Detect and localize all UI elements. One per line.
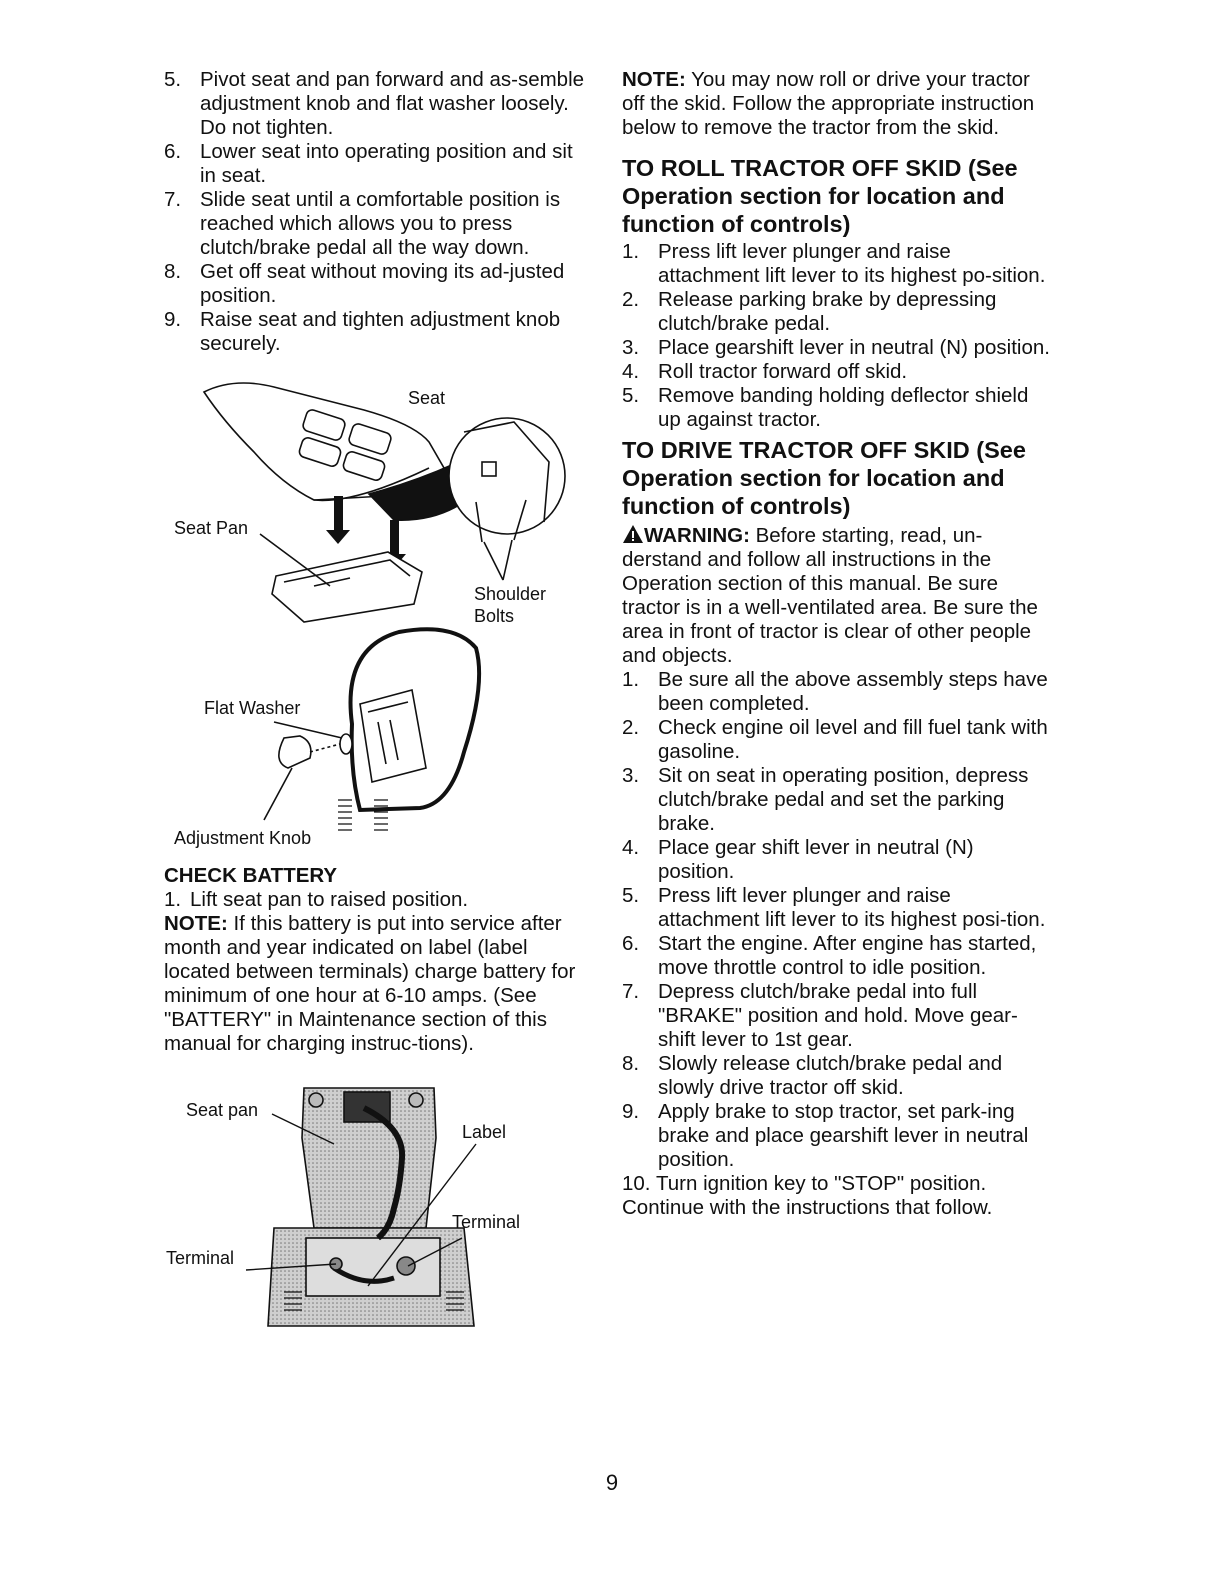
list-item: 1. Be sure all the above assembly steps have been completed.	[622, 668, 1048, 715]
shoulder-bolts-label-line2: Bolts	[474, 606, 515, 626]
list-item: 1. Press lift lever plunger and raise attachment lift lever to its highest po-sition.	[622, 240, 1046, 287]
skid-note: NOTE: You may now roll or drive your tractor off the skid. Follow the appropriate instruction below to remove the tractor from the skid.	[622, 68, 1035, 139]
left-column	[164, 68, 592, 1328]
list-item: 5. Pivot seat and pan forward and as-semble adjustment knob and flat washer loosely. Do not tighten.	[164, 68, 585, 139]
seat-pan-label: Seat Pan	[174, 518, 249, 538]
warning-paragraph: WARNING: Before starting, read, un-derstand and follow all instructions in the Operation section of this manual. Be sure tractor is in a well-ventilated area. Be sure the area in front of tractor is clear of other people and objects.	[622, 524, 1038, 667]
list-item: 3. Place gearshift lever in neutral (N) position.	[622, 336, 1050, 359]
terminal-left-label: Terminal	[166, 1248, 235, 1268]
flat-washer-label: Flat Washer	[204, 698, 301, 718]
list-item: 8. Slowly release clutch/brake pedal and slowly drive tractor off skid.	[622, 1052, 1003, 1099]
check-battery-heading: CHECK BATTERY	[164, 864, 338, 887]
seat-assembly-figure	[164, 372, 592, 858]
list-item: 6. Lower seat into operating position and sit in seat.	[164, 140, 573, 187]
roll-tractor-steps	[622, 240, 1054, 432]
drive-tractor-steps	[622, 668, 1054, 1196]
page-number: 9	[605, 1470, 619, 1495]
adjustment-knob-label: Adjustment Knob	[174, 828, 312, 848]
roll-tractor-heading: TO ROLL TRACTOR OFF SKID (See Operation section for location and function of controls)	[622, 155, 1018, 237]
seat-assembly-illustration	[164, 372, 592, 858]
terminal-right-label: Terminal	[452, 1212, 521, 1232]
battery-figure	[164, 1078, 592, 1328]
list-item: 10. Turn ignition key to "STOP" position.	[622, 1172, 987, 1195]
list-item: 7. Slide seat until a comfortable position is reached which allows you to press clutch/brake pedal all the way down.	[164, 188, 561, 259]
drive-tractor-heading: TO DRIVE TRACTOR OFF SKID (See Operation section for location and function of controls)	[622, 437, 1026, 519]
shoulder-bolts-label-line1: Shoulder	[474, 584, 547, 604]
list-item: 1. Lift seat pan to raised position.	[164, 888, 469, 911]
seat-pan-label: Seat pan	[186, 1100, 259, 1120]
list-item: 4. Roll tractor forward off skid.	[622, 360, 908, 383]
closing-text: Continue with the instructions that follow.	[622, 1196, 993, 1219]
seat-label: Seat	[408, 388, 446, 408]
list-item: 8. Get off seat without moving its ad-justed position.	[164, 260, 565, 307]
check-battery-steps	[164, 888, 592, 912]
label-callout: Label	[462, 1122, 507, 1142]
list-item: 4. Place gear shift lever in neutral (N) position.	[622, 836, 974, 883]
list-item: 2. Release parking brake by depressing clutch/brake pedal.	[622, 288, 997, 335]
list-item: 6. Start the engine. After engine has started, move throttle control to idle position.	[622, 932, 1037, 979]
list-item: 9. Raise seat and tighten adjustment knob securely.	[164, 308, 561, 355]
list-item: 2. Check engine oil level and fill fuel tank with gasoline.	[622, 716, 1048, 763]
warning-triangle-icon	[622, 524, 644, 544]
list-item: 9. Apply brake to stop tractor, set park-ing brake and place gearshift lever in neutral position.	[622, 1100, 1029, 1171]
list-item: 5. Press lift lever plunger and raise attachment lift lever to its highest posi-tion.	[622, 884, 1046, 931]
list-item: 7. Depress clutch/brake pedal into full "BRAKE" position and hold. Move gear-shift lever to 1st gear.	[622, 980, 1018, 1051]
list-item: 3. Sit on seat in operating position, depress clutch/brake pedal and set the parking brake.	[622, 764, 1029, 835]
seat-assembly-steps	[164, 68, 592, 356]
right-column	[622, 68, 1054, 1220]
battery-note: NOTE: If this battery is put into service after month and year indicated on label (label located between terminals) charge battery for minimum of one hour at 6-10 amps. (See "BATTERY" in Maintenance section of this manual for charging instruc-tions).	[164, 912, 576, 1055]
list-item: 5. Remove banding holding deflector shield up against tractor.	[622, 384, 1029, 431]
